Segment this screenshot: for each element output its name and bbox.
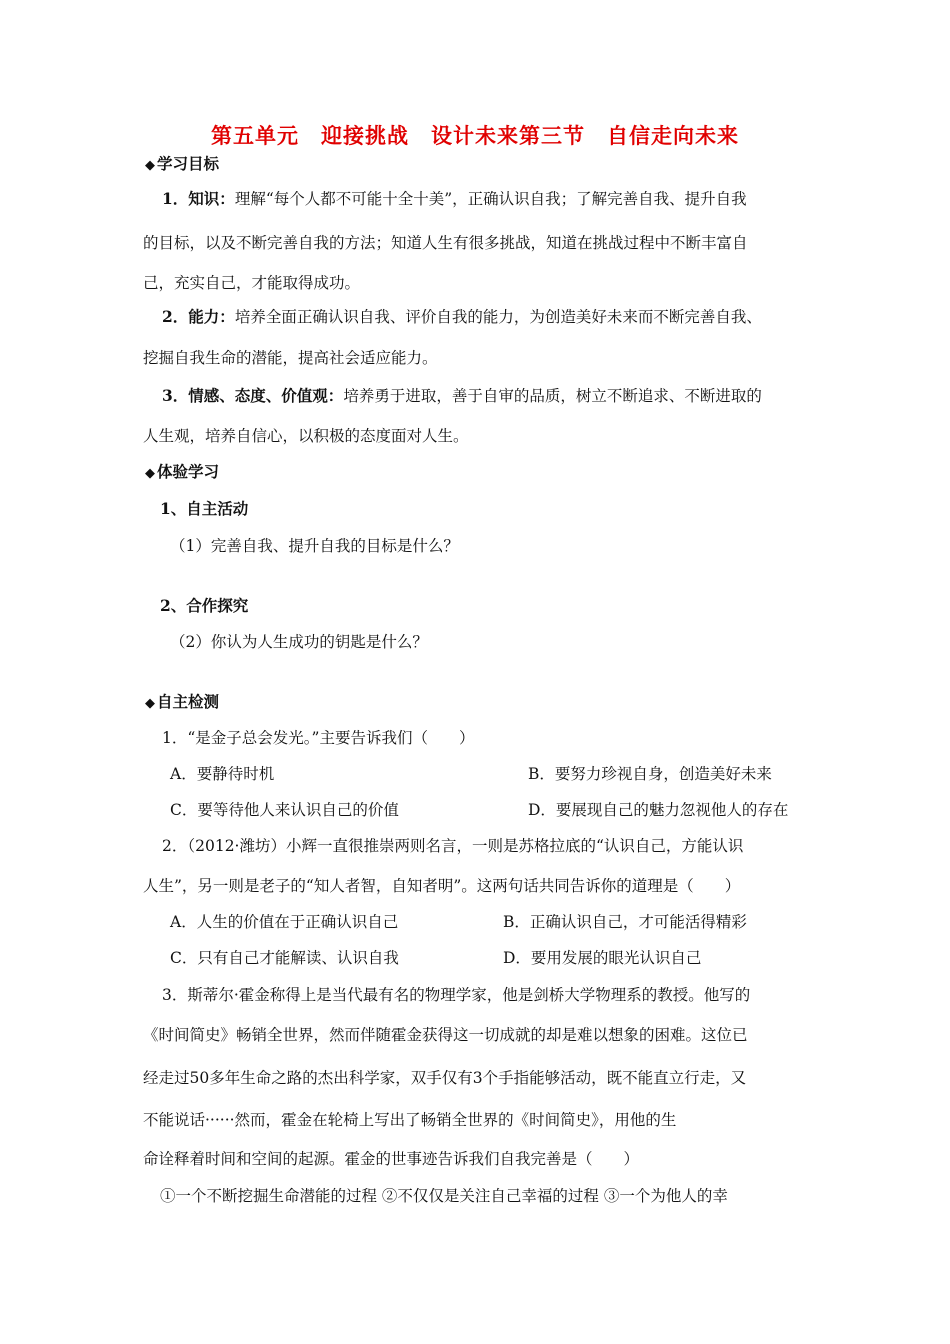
objective-1-line-2: 的目标，以及不断完善自我的方法；知道人生有很多挑战，知道在挑战过程中不断丰富自: [143, 234, 748, 252]
objectives-heading: [145, 152, 219, 174]
objective-2-line-2: 挖掘自我生命的潜能，提高社会适应能力。: [143, 349, 438, 367]
objective-1-number: 1．: [162, 189, 189, 208]
question-1-stem: 1．“是金子总会发光。”主要告诉我们（ ）: [162, 729, 475, 747]
experience-heading-text: 体验学习: [157, 462, 220, 481]
question-3-stem-line-2: 《时间简史》畅销全世界，然而伴随霍金获得这一切成就的却是难以想象的困难。这位已: [143, 1026, 748, 1044]
question-2-stem-line-1: 2．（2012·潍坊）小辉一直很推崇两则名言，一则是苏格拉底的“认识自己，方能认识: [162, 837, 744, 855]
question-3-options-line: ①一个不断挖掘生命潜能的过程 ②不仅仅是关注自己幸福的过程 ③一个为他人的幸: [160, 1187, 728, 1205]
objective-1-label: 知识：: [188, 189, 235, 208]
question-3-stem-line-3: 经走过50多年生命之路的杰出科学家，双手仅有3个手指能够活动，既不能直立行走，又: [143, 1069, 747, 1087]
objective-3-label: 情感、态度、价值观：: [188, 386, 344, 405]
question-2-option-d: D．要用发展的眼光认识自己: [503, 949, 702, 967]
activity-1-question: （1）完善自我、提升自我的目标是什么？: [170, 537, 459, 555]
objective-1-line-3: 己，充实自己，才能取得成功。: [143, 274, 361, 292]
activity-1-heading: 1、自主活动: [160, 499, 249, 518]
activity-2-heading: 2、合作探究: [160, 596, 249, 615]
question-1-option-c: C．要等待他人来认识自己的价值: [170, 801, 399, 819]
question-2-option-b: B．正确认识自己，才可能活得精彩: [503, 913, 747, 931]
experience-heading: [145, 460, 219, 482]
question-3-stem-line-1: 3．斯蒂尔·霍金称得上是当代最有名的物理学家，他是剑桥大学物理系的教授。他写的: [162, 986, 751, 1004]
question-3-stem-line-4: 不能说话······然而，霍金在轮椅上写出了畅销全世界的《时间简史》，用他的生: [143, 1111, 677, 1129]
activity-2-question: （2）你认为人生成功的钥匙是什么？: [170, 633, 428, 651]
diamond-bullet-icon: ◆: [145, 158, 155, 173]
diamond-bullet-icon: ◆: [145, 466, 155, 481]
objectives-heading-text: 学习目标: [157, 154, 220, 173]
objective-2-line-1: [162, 305, 762, 327]
objective-2-number: 2．: [162, 307, 189, 326]
question-1-option-d: D．要展现自己的魅力忽视他人的存在: [528, 801, 789, 819]
question-2-option-c: C．只有自己才能解读、认识自我: [170, 949, 399, 967]
objective-2-text: 培养全面正确认识自我、评价自我的能力，为创造美好未来而不断完善自我、: [234, 308, 762, 326]
test-heading: [145, 690, 219, 712]
objective-1-line-1: [162, 187, 747, 209]
objective-3-text: 培养勇于进取，善于自审的品质，树立不断追求、不断进取的: [343, 387, 762, 405]
test-heading-text: 自主检测: [157, 692, 220, 711]
objective-1-text: 理解“每个人都不可能十全十美”，正确认识自我；了解完善自我、提升自我: [234, 190, 747, 208]
question-1-option-b: B．要努力珍视自身，创造美好未来: [528, 765, 772, 783]
objective-3-number: 3．: [162, 386, 189, 405]
objective-3-line-2: 人生观，培养自信心，以积极的态度面对人生。: [143, 427, 469, 445]
question-2-option-a: A．人生的价值在于正确认识自己: [170, 913, 399, 931]
question-3-stem-line-5: 命诠释着时间和空间的起源。霍金的世事迹告诉我们自我完善是（ ）: [143, 1150, 640, 1168]
objective-3-line-1: [162, 384, 762, 406]
document-title: 第五单元 迎接挑战 设计未来第三节 自信走向未来: [211, 123, 739, 148]
question-1-option-a: A．要静待时机: [170, 765, 275, 783]
question-2-stem-line-2: 人生”，另一则是老子的“知人者智，自知者明”。这两句话共同告诉你的道理是（ ）: [143, 877, 741, 895]
objective-2-label: 能力：: [188, 307, 235, 326]
diamond-bullet-icon: ◆: [145, 696, 155, 711]
